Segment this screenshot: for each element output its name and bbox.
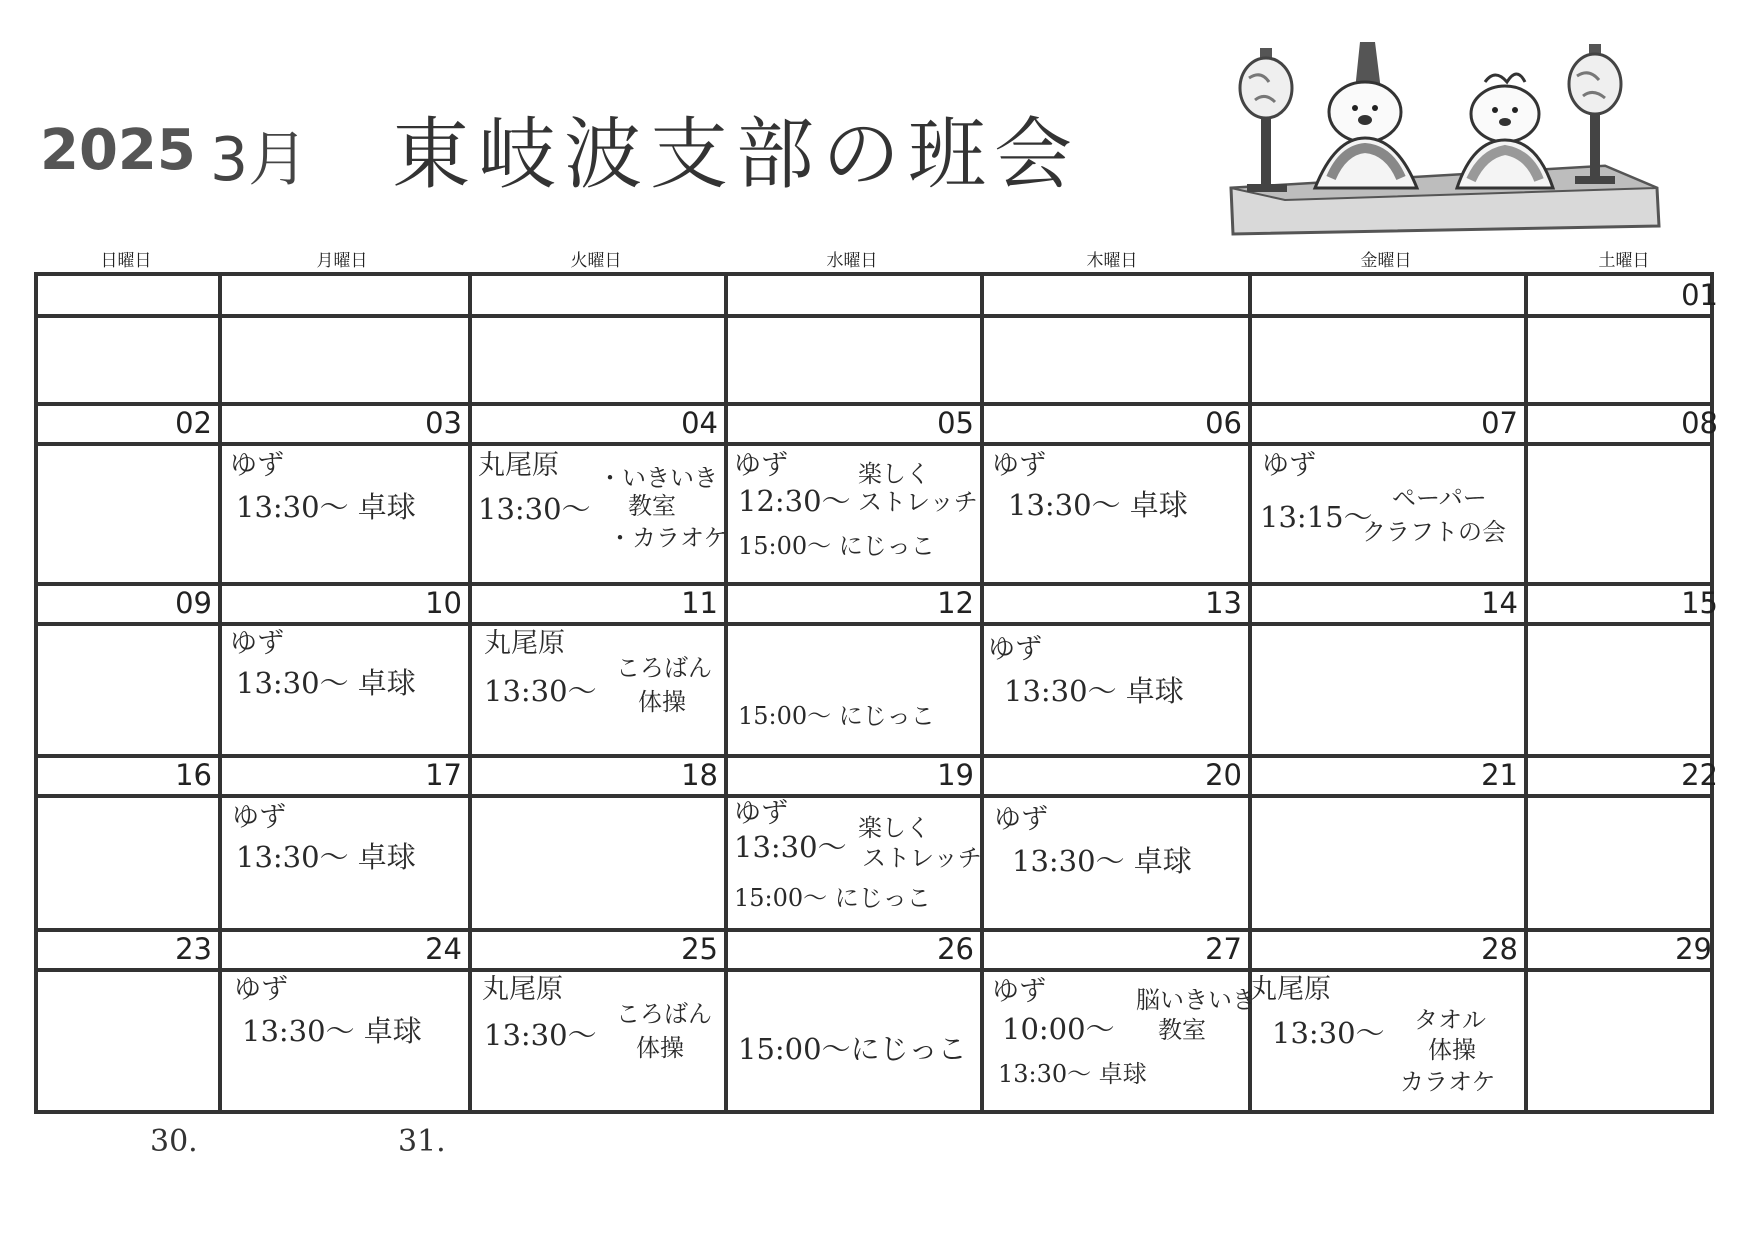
event-11-place: 丸尾原: [484, 628, 565, 659]
grid-row-divider: [38, 794, 1710, 798]
event-27-place: ゆず: [992, 976, 1046, 1007]
date-20: 20: [1205, 758, 1242, 792]
event-05-activity-2: ストレッチ: [858, 488, 978, 516]
event-25-place: 丸尾原: [482, 974, 563, 1005]
date-31: 31.: [398, 1124, 446, 1159]
event-27-activity-1: 脳いきいき: [1136, 986, 1256, 1014]
date-11: 11: [681, 586, 718, 620]
weekday-header-fri: 金曜日: [1360, 251, 1412, 271]
year: 2025: [40, 118, 196, 183]
month: 3月: [210, 125, 309, 195]
date-09: 09: [175, 586, 212, 620]
event-19-activity-1: 楽しく: [858, 814, 930, 842]
event-27-activity-2: 教室: [1158, 1016, 1206, 1044]
date-27: 27: [1205, 932, 1242, 966]
event-28-activity-3: カラオケ: [1400, 1068, 1496, 1096]
event-06-place: ゆず: [992, 450, 1046, 481]
event-17-place: ゆず: [232, 802, 286, 833]
date-21: 21: [1481, 758, 1518, 792]
event-11-activity-2: 体操: [638, 688, 686, 716]
event-06-line: 13:30～ 卓球: [1008, 488, 1188, 522]
date-25: 25: [681, 932, 718, 966]
event-04-time: 13:30～: [478, 492, 591, 526]
event-28-time: 13:30～: [1272, 1016, 1385, 1050]
date-05: 05: [937, 406, 974, 440]
event-26-line: 15:00～にじっこ: [738, 1032, 967, 1066]
date-10: 10: [425, 586, 462, 620]
event-07-place: ゆず: [1262, 450, 1316, 481]
event-07-activity-1: ペーパー: [1392, 484, 1487, 512]
grid-row-divider: [38, 622, 1710, 626]
date-07: 07: [1481, 406, 1518, 440]
date-19: 19: [937, 758, 974, 792]
event-20-line: 13:30～ 卓球: [1012, 844, 1192, 878]
event-10-line: 13:30～ 卓球: [236, 666, 416, 700]
date-29: 29: [1675, 932, 1712, 966]
event-24-place: ゆず: [234, 974, 288, 1005]
event-19-time: 13:30～: [734, 830, 847, 864]
event-25-time: 13:30～: [484, 1018, 597, 1052]
event-28-activity-2: 体操: [1428, 1036, 1476, 1064]
weekday-header-sat: 土曜日: [1598, 251, 1650, 271]
date-03: 03: [425, 406, 462, 440]
event-05-activity-1: 楽しく: [858, 460, 930, 488]
weekday-header-tue: 火曜日: [570, 251, 622, 271]
event-03-line: 13:30～ 卓球: [236, 490, 416, 524]
event-19-activity-2: ストレッチ: [862, 844, 982, 872]
event-04-activity-3: ・カラオケ: [608, 524, 728, 552]
page-title: 東岐波支部の班会: [392, 110, 1081, 200]
grid-row-divider: [38, 314, 1710, 318]
date-06: 06: [1205, 406, 1242, 440]
date-28: 28: [1481, 932, 1518, 966]
event-27-line-2: 13:30～ 卓球: [998, 1060, 1147, 1088]
grid-row-divider: [38, 968, 1710, 972]
event-05-place: ゆず: [734, 450, 788, 481]
event-24-line: 13:30～ 卓球: [242, 1014, 422, 1048]
date-13: 13: [1205, 586, 1242, 620]
date-18: 18: [681, 758, 718, 792]
event-07-activity-2: クラフトの会: [1362, 518, 1506, 546]
event-25-activity-1: ころばん: [616, 1000, 712, 1028]
hina-dolls-illustration: [1225, 38, 1665, 238]
event-20-place: ゆず: [994, 804, 1048, 835]
event-13-line: 13:30～ 卓球: [1004, 674, 1184, 708]
event-05-line-2: 15:00～ にじっこ: [738, 532, 935, 560]
event-05-time: 12:30～: [738, 484, 851, 518]
date-15: 15: [1681, 586, 1718, 620]
date-24: 24: [425, 932, 462, 966]
date-14: 14: [1481, 586, 1518, 620]
event-25-activity-2: 体操: [636, 1034, 684, 1062]
date-02: 02: [175, 406, 212, 440]
date-30: 30.: [150, 1124, 198, 1159]
date-16: 16: [175, 758, 212, 792]
weekday-header-sun: 日曜日: [100, 251, 152, 271]
date-12: 12: [937, 586, 974, 620]
event-03-place: ゆず: [230, 450, 284, 481]
date-01: 01: [1681, 278, 1718, 312]
event-28-place: 丸尾原: [1250, 974, 1331, 1005]
event-04-place: 丸尾原: [478, 450, 559, 481]
event-04-activity-1: ・いきいき: [598, 464, 718, 492]
weekday-header-wed: 水曜日: [826, 251, 878, 271]
date-08: 08: [1681, 406, 1718, 440]
event-11-time: 13:30～: [484, 674, 597, 708]
date-26: 26: [937, 932, 974, 966]
calendar-grid: [34, 272, 1718, 1114]
event-13-place: ゆず: [988, 634, 1042, 665]
event-11-activity-1: ころばん: [616, 654, 712, 682]
event-17-line: 13:30～ 卓球: [236, 840, 416, 874]
grid-row-divider: [38, 442, 1710, 446]
weekday-header-mon: 月曜日: [316, 251, 368, 271]
event-28-activity-1: タオル: [1414, 1006, 1486, 1034]
event-12-line: 15:00～ にじっこ: [738, 702, 935, 730]
date-23: 23: [175, 932, 212, 966]
event-10-place: ゆず: [230, 628, 284, 659]
event-19-line-2: 15:00～ にじっこ: [734, 884, 931, 912]
event-04-activity-2: 教室: [628, 492, 676, 520]
date-04: 04: [681, 406, 718, 440]
event-07-time: 13:15～: [1260, 500, 1373, 534]
event-27-time: 10:00～: [1002, 1012, 1115, 1046]
date-17: 17: [425, 758, 462, 792]
event-19-place: ゆず: [734, 798, 788, 829]
weekday-header-thu: 木曜日: [1086, 251, 1138, 271]
date-22: 22: [1681, 758, 1718, 792]
